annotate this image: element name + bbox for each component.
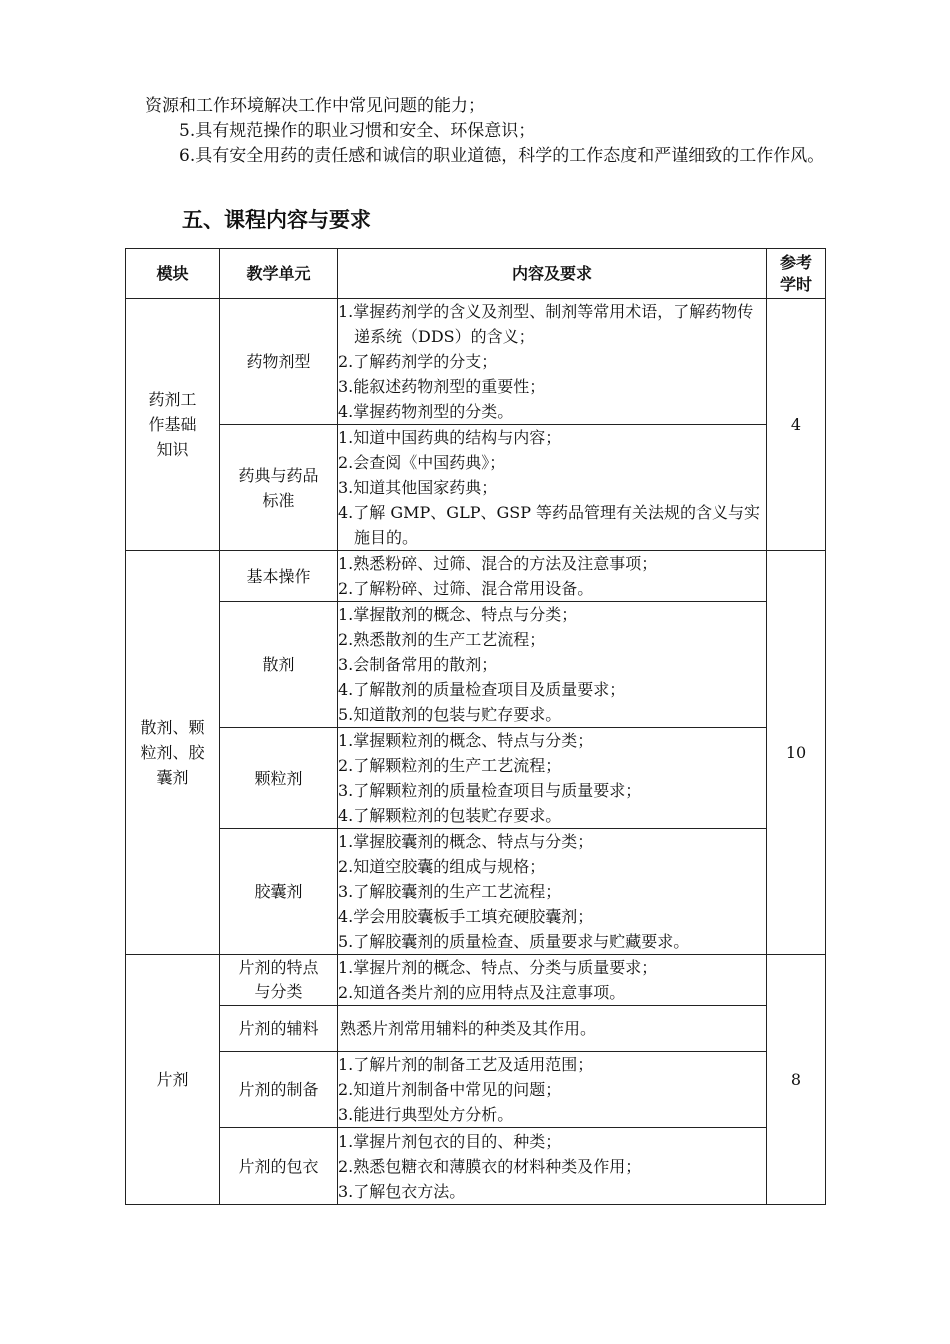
list-item: 4.了解颗粒剂的包装贮存要求。 (338, 806, 562, 825)
list-item: 5.了解胶囊剂的质量检查、质量要求与贮藏要求。 (338, 932, 690, 951)
list-item: 熟悉片剂常用辅料的种类及其作用。 (340, 1019, 597, 1038)
course-content-table (125, 248, 826, 1205)
content-cell (338, 299, 767, 425)
table-row (126, 299, 826, 425)
content-cell (338, 425, 767, 551)
header-module: 模块 (126, 249, 220, 299)
unit-cell: 片剂的辅料 (220, 1006, 338, 1052)
list-item: 4.掌握药物剂型的分类。 (338, 402, 514, 421)
list-item: 2.了解粉碎、过筛、混合常用设备。 (338, 579, 594, 598)
list-item: 2.知道片剂制备中常见的问题； (338, 1080, 562, 1099)
list-item: 2.会查阅《中国药典》； (338, 453, 506, 472)
list-item: 4.学会用胶囊板手工填充硬胶囊剂； (338, 907, 594, 926)
list-item: 3.能进行典型处方分析。 (338, 1105, 514, 1124)
unit-cell: 药物剂型 (220, 299, 338, 425)
table-row (126, 602, 826, 728)
table-row (126, 829, 826, 955)
unit-cell: 片剂的包衣 (220, 1128, 338, 1205)
list-item: 3.了解颗粒剂的质量检查项目与质量要求； (338, 781, 642, 800)
unit-cell: 散剂 (220, 602, 338, 728)
unit-cell: 片剂的制备 (220, 1052, 338, 1128)
table-row (126, 1052, 826, 1128)
list-item: 2.了解颗粒剂的生产工艺流程； (338, 756, 562, 775)
intro-text (145, 94, 845, 169)
content-cell (338, 728, 767, 829)
unit-cell: 片剂的特点与分类 (220, 955, 338, 1006)
content-cell (338, 1052, 767, 1128)
list-item: 1.掌握散剂的概念、特点与分类； (338, 605, 578, 624)
content-cell (338, 955, 767, 1006)
list-item: 1.知道中国药典的结构与内容； (338, 428, 562, 447)
table-row (126, 1006, 826, 1052)
list-item: 4.了解 GMP、GLP、GSP 等药品管理有关法规的含义与实施目的。 (338, 503, 761, 547)
list-item: 2.知道各类片剂的应用特点及注意事项。 (338, 983, 626, 1002)
list-item: 3.了解胶囊剂的生产工艺流程； (338, 882, 562, 901)
unit-cell: 基本操作 (220, 551, 338, 602)
header-row (126, 249, 826, 299)
hours-cell: 8 (767, 955, 826, 1205)
list-item: 3.会制备常用的散剂； (338, 655, 498, 674)
list-item: 3.能叙述药物剂型的重要性； (338, 377, 546, 396)
table-row (126, 551, 826, 602)
table-row (126, 425, 826, 551)
unit-cell: 颗粒剂 (220, 728, 338, 829)
intro-item-5: 5.具有规范操作的职业习惯和安全、环保意识； (179, 121, 536, 141)
content-cell (338, 1128, 767, 1205)
unit-cell: 药典与药品标准 (220, 425, 338, 551)
header-unit: 教学单元 (220, 249, 338, 299)
list-item: 5.知道散剂的包装与贮存要求。 (338, 705, 562, 724)
list-item: 4.了解散剂的质量检查项目及质量要求； (338, 680, 626, 699)
table-row (126, 1128, 826, 1205)
section-heading: 五、课程内容与要求 (182, 208, 371, 232)
module-cell: 片剂 (126, 955, 220, 1205)
list-item: 1.掌握片剂包衣的目的、种类； (338, 1131, 562, 1151)
intro-line: 资源和工作环境解决工作中常见问题的能力； (145, 96, 485, 116)
header-content: 内容及要求 (338, 249, 767, 299)
table-row (126, 955, 826, 1006)
content-cell (338, 602, 767, 728)
content-cell (338, 1006, 767, 1052)
module-cell: 药剂工作基础知识 (126, 299, 220, 551)
list-item: 1.掌握颗粒剂的概念、特点与分类； (338, 731, 594, 750)
list-item: 1.熟悉粉碎、过筛、混合的方法及注意事项； (338, 554, 658, 573)
module-cell: 散剂、颗粒剂、胶囊剂 (126, 551, 220, 955)
list-item: 2.了解药剂学的分支； (338, 352, 498, 371)
list-item: 1.掌握药剂学的含义及剂型、制剂等常用术语，了解药物传递系统（DDS）的含义； (338, 302, 754, 346)
hours-cell: 4 (767, 299, 826, 551)
list-item: 2.熟悉包糖衣和薄膜衣的材料种类及作用； (338, 1156, 642, 1176)
header-hours: 参考学时 (767, 249, 826, 299)
unit-cell: 胶囊剂 (220, 829, 338, 955)
list-item: 3.知道其他国家药典； (338, 478, 498, 497)
list-item: 2.熟悉散剂的生产工艺流程； (338, 630, 546, 649)
list-item: 1.掌握胶囊剂的概念、特点与分类； (338, 832, 594, 851)
table-row (126, 728, 826, 829)
list-item: 1.掌握片剂的概念、特点、分类与质量要求； (338, 958, 658, 977)
list-item: 3.了解包衣方法。 (338, 1181, 466, 1201)
hours-cell: 10 (767, 551, 826, 955)
content-cell (338, 551, 767, 602)
intro-item-6: 6.具有安全用药的责任感和诚信的职业道德，科学的工作态度和严谨细致的工作作风。 (179, 146, 825, 166)
content-cell (338, 829, 767, 955)
list-item: 2.知道空胶囊的组成与规格； (338, 857, 546, 876)
list-item: 1.了解片剂的制备工艺及适用范围； (338, 1055, 594, 1074)
